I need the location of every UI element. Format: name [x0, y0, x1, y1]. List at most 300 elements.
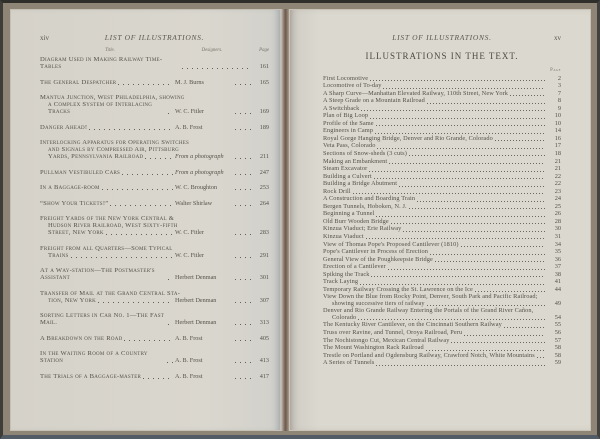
entry-page-number: 264	[259, 199, 269, 207]
illustration-entry	[323, 91, 561, 98]
illustration-entry	[40, 169, 269, 176]
entry-title-line: and Signals by Compressed Air, Pittsburg	[48, 146, 180, 153]
dot-leader	[360, 280, 545, 286]
entry-title: A Series of Tunnels	[323, 359, 375, 367]
dot-leader	[370, 76, 545, 82]
entry-page-number: 38	[554, 270, 561, 278]
illustration-entry	[40, 335, 269, 342]
entry-main-line	[323, 272, 561, 279]
entry-main-line	[323, 106, 561, 113]
dot-leader	[235, 200, 251, 207]
dot-leader	[145, 154, 173, 161]
illustration-entry	[323, 76, 561, 83]
entry-page-number: 9	[557, 104, 561, 112]
binding-gutter	[281, 9, 289, 431]
dot-leader	[106, 230, 173, 237]
dot-leader	[98, 297, 173, 304]
running-head-right: LIST OF ILLUSTRATIONS.	[392, 33, 492, 42]
dot-leader	[430, 250, 545, 256]
dot-leader	[376, 212, 545, 218]
entry-title: Pullman Vestibuled Cars	[40, 168, 121, 176]
entry-page-number: 10	[554, 119, 561, 127]
illustration-entry	[40, 245, 269, 259]
dot-leader	[110, 200, 173, 207]
entry-title: The Mount Washington Rack Railroad	[323, 344, 424, 352]
dot-leader	[409, 151, 545, 157]
illustration-entry	[323, 159, 561, 166]
illustration-entry	[323, 330, 561, 337]
illustration-entry	[323, 151, 561, 158]
dot-leader	[124, 335, 173, 342]
entry-title: The General Despatcher	[40, 78, 117, 86]
dot-leader	[235, 230, 251, 237]
entry-page-number: 417	[259, 372, 269, 380]
entry-designer: A. B. Frost	[175, 372, 203, 380]
illustration-entry	[323, 249, 561, 256]
entry-page-number: 34	[554, 240, 561, 248]
entry-main-line	[323, 204, 561, 211]
entry-title: Danger Ahead!	[40, 123, 88, 131]
entry-title-line: Transfer of Mail at the Grand Central Sta-	[40, 289, 181, 297]
dot-leader	[369, 167, 545, 173]
entry-title: a Complex System of Interlacing Tracks	[48, 101, 153, 115]
entry-main-line	[40, 312, 269, 326]
entry-main-line	[323, 345, 561, 352]
dot-leader	[235, 275, 251, 282]
dot-leader	[510, 91, 545, 97]
entry-page-number: 18	[554, 149, 561, 157]
dot-leader	[374, 174, 545, 180]
illustration-entry	[323, 143, 561, 150]
entry-title: Building a Bridge Abutment	[323, 180, 398, 188]
entry-title: The Kentucky River Cantilever, on the Cincinnati Southern Railway	[323, 321, 502, 329]
entry-title: Diagram Used in Making Railway Time-Tables	[40, 56, 163, 70]
entry-title: Kinzua Viaduct; Erie Railway	[323, 225, 402, 233]
entry-designer: A. B. Frost	[175, 123, 203, 131]
dot-leader	[391, 219, 545, 225]
entry-page-number: 16	[554, 134, 561, 142]
entry-title: A Breakdown on the Road	[40, 334, 123, 342]
entry-page-number: 57	[554, 336, 561, 344]
illustration-entry	[323, 204, 561, 211]
entry-designer: Herbert Denman	[175, 296, 217, 304]
dot-leader	[376, 121, 545, 127]
entry-page-number: 28	[554, 217, 561, 225]
entry-title: Bergen Tunnels, Hoboken, N. J.	[323, 202, 407, 210]
illustration-entry	[40, 200, 269, 207]
entry-page-number: 165	[259, 78, 269, 86]
illustration-entry	[323, 353, 561, 360]
entry-page-number: 14	[554, 127, 561, 135]
entry-title: Street, New York	[48, 229, 104, 236]
entry-title: Spiking the Track	[323, 270, 370, 278]
entry-title: The Trials of a Baggage-master	[40, 372, 142, 380]
entry-designer: A. B. Frost	[175, 334, 203, 342]
illustration-entry	[40, 267, 269, 281]
dot-leader	[71, 252, 173, 259]
dot-leader	[235, 373, 251, 380]
illustration-list-right	[323, 76, 561, 367]
entry-main-line	[323, 287, 561, 294]
entry-title-line: Hudson River Railroad, West Sixty-fifth	[48, 222, 178, 229]
illustration-entry	[323, 136, 561, 143]
entry-main-line	[323, 330, 561, 337]
dot-leader	[427, 99, 545, 105]
illustration-entry	[323, 181, 561, 188]
entry-page-number: 54	[554, 313, 561, 321]
dot-leader	[435, 257, 545, 263]
dot-leader	[366, 234, 545, 240]
entry-main-line	[323, 113, 561, 120]
entry-page-number: 22	[554, 172, 561, 180]
entry-designer: Herbert Denman	[175, 274, 217, 281]
entry-designer: W. C. Fitler	[175, 251, 204, 259]
illustration-list-left	[40, 56, 269, 380]
illustration-entry	[323, 287, 561, 294]
entry-title: Royal Gorge Hanging Bridge, Denver and Rio Grande, Colorado	[323, 134, 493, 142]
entry-main-line	[323, 151, 561, 158]
entry-main-line	[40, 335, 269, 342]
entry-page-number: 37	[554, 263, 561, 271]
dot-leader	[89, 124, 173, 131]
entry-title: View of Thomas Pope's Proposed Cantilever (1810)	[323, 240, 459, 248]
entry-page-number: 23	[554, 187, 561, 195]
section-title: ILLUSTRATIONS IN THE TEXT.	[365, 51, 519, 61]
dot-leader	[168, 109, 174, 116]
entry-title: In a Baggage-room	[40, 184, 100, 191]
dot-leader	[495, 136, 545, 142]
entry-main-line	[323, 322, 561, 329]
entry-main-line	[323, 242, 561, 249]
illustration-entry	[323, 113, 561, 120]
entry-page-number: 301	[259, 274, 269, 281]
entry-main-line	[323, 249, 561, 256]
illustration-entry	[323, 189, 561, 196]
dot-leader	[143, 373, 173, 380]
illustration-entry	[323, 234, 561, 241]
illustration-entry	[40, 312, 269, 326]
entry-page-number: 35	[554, 248, 561, 256]
dot-leader	[235, 154, 251, 161]
illustration-entry	[323, 166, 561, 173]
illustration-entry	[40, 139, 269, 160]
dot-leader	[235, 109, 251, 116]
illustration-entry	[40, 184, 269, 191]
dot-leader	[383, 84, 545, 90]
dot-leader	[371, 272, 545, 278]
entry-main-line	[40, 297, 269, 304]
entry-page-number: 169	[259, 108, 269, 115]
entry-title: Yards, Pennsylvania Railroad	[48, 153, 144, 160]
entry-main-line	[40, 252, 269, 259]
entry-title: Plan of Big Loop	[323, 112, 369, 120]
entry-page-number: 283	[259, 229, 269, 236]
entry-title: Truss over Ravine, and Tunnel, Oroya Railroad, Peru	[323, 329, 463, 336]
illustration-entry	[323, 294, 561, 307]
entry-main-line	[323, 181, 561, 188]
illustration-entry	[40, 79, 269, 86]
dot-leader	[235, 124, 251, 131]
dot-leader	[504, 323, 545, 329]
entry-main-line	[40, 350, 269, 364]
entry-title: Steam Excavator	[323, 165, 368, 173]
illustration-entry	[40, 124, 269, 131]
dot-leader	[235, 297, 251, 304]
dot-leader	[417, 197, 545, 203]
dot-leader	[370, 114, 545, 120]
entry-main-line	[323, 189, 561, 196]
entry-page-number: 405	[259, 334, 269, 342]
entry-title: Old Burr Wooden Bridge	[323, 217, 389, 225]
entry-page-number: 211	[259, 153, 269, 160]
entry-main-line	[323, 234, 561, 241]
dot-leader	[182, 64, 251, 71]
illustration-entry	[323, 242, 561, 249]
entry-title: In the Waiting Room of a Country Station	[40, 350, 148, 364]
illustration-entry	[323, 219, 561, 226]
entry-page-number: 22	[554, 180, 561, 188]
illustration-entry	[323, 279, 561, 286]
entry-title: At a Way-station—The Postmaster's Assistant	[40, 267, 155, 281]
entry-title: A Sharp Curve—Manhattan Elevated Railway, 110th Street, New York	[323, 89, 509, 97]
entry-page-number: 3	[557, 82, 561, 90]
dot-leader	[118, 79, 173, 86]
illustration-entry	[323, 264, 561, 271]
left-page	[10, 9, 281, 431]
entry-page-number: 161	[259, 63, 269, 70]
dot-leader	[361, 106, 545, 112]
illustration-entry	[323, 257, 561, 264]
entry-title: Beginning a Tunnel	[323, 210, 375, 218]
entry-main-line	[323, 301, 561, 308]
entry-designer: From a photograph	[175, 168, 224, 176]
illustration-entry	[323, 196, 561, 203]
illustration-entry	[40, 290, 269, 304]
illustration-entry	[323, 211, 561, 218]
entry-title: Trestle on Portland and Ogdensburg Railway, Crawford Notch, White Mountains	[323, 351, 535, 359]
entry-main-line	[40, 124, 269, 131]
entry-title: Making an Embankment	[323, 157, 388, 165]
illustration-entry	[40, 373, 269, 380]
entry-main-line	[40, 200, 269, 207]
entry-title: Kinzua Viaduct	[323, 232, 364, 240]
entry-page-number: 7	[557, 89, 561, 97]
entry-title: Building a Culvert	[323, 172, 372, 180]
entry-page-number: 36	[554, 255, 561, 263]
entry-main-line	[323, 353, 561, 360]
entry-title-line: Denver and Rio Grande Railway Entering the Portals of the Grand River Cañon,	[323, 307, 534, 315]
illustration-entry	[323, 345, 561, 352]
entry-page-number: 41	[554, 278, 561, 286]
entry-page-number: 31	[554, 232, 561, 240]
entry-main-line	[40, 229, 269, 236]
column-header-designer: Designers.	[201, 48, 223, 53]
entry-main-line	[323, 196, 561, 203]
entry-title: Locomotive of To-day	[323, 82, 382, 90]
entry-title: A Construction and Boarding Train	[323, 195, 416, 203]
entry-title-line: Mantua Junction, West Philadelphia, showing	[40, 94, 185, 101]
entry-main-line	[40, 267, 269, 281]
entry-title: “Show Your Tickets!”	[40, 199, 109, 207]
folio-left: xiv	[40, 34, 49, 42]
illustration-entry	[323, 98, 561, 105]
entry-title: showing successive tiers of railway	[332, 299, 425, 307]
entry-main-line	[40, 79, 269, 86]
entry-page-number: 10	[554, 112, 561, 120]
entry-page-number: 26	[554, 210, 561, 218]
dot-leader	[461, 242, 545, 248]
entry-page-number: 307	[259, 296, 269, 304]
folio-right: xv	[554, 34, 561, 42]
entry-page-number: 21	[554, 157, 561, 165]
entry-page-number: 30	[554, 225, 561, 233]
entry-page-number: 413	[259, 357, 269, 364]
entry-main-line	[40, 56, 269, 70]
dot-leader	[235, 252, 251, 259]
dot-leader	[537, 353, 545, 359]
dot-leader	[102, 185, 173, 192]
entry-main-line	[40, 373, 269, 380]
entry-page-number: 58	[554, 351, 561, 359]
left-running-head-row	[40, 33, 269, 42]
entry-main-line	[323, 128, 561, 135]
illustration-entry	[40, 350, 269, 364]
illustration-entry	[323, 106, 561, 113]
entry-designer: Herbert Denman	[175, 319, 217, 326]
dot-leader	[464, 331, 545, 337]
dot-leader	[235, 169, 251, 176]
page-column-label: Page	[550, 68, 561, 73]
entry-title: Pope's Cantilever in Process of Erection	[323, 248, 428, 256]
entry-page-number: 247	[259, 168, 269, 176]
entry-main-line	[323, 211, 561, 218]
entry-title: Sorting Letters in Car No. 1—The Fast Mail.	[40, 312, 165, 326]
entry-title-line: Freight Yards of the New York Central &	[40, 215, 175, 222]
entry-main-line	[323, 174, 561, 181]
dot-leader	[168, 275, 173, 282]
dot-leader	[122, 169, 173, 176]
entry-title: Rock Drill	[323, 187, 351, 195]
dot-leader	[403, 227, 545, 233]
dot-leader	[409, 204, 545, 210]
entry-title: A Switchback	[323, 104, 360, 112]
entry-main-line	[40, 101, 269, 115]
entry-main-line	[323, 136, 561, 143]
dot-leader	[168, 320, 173, 327]
illustration-entry	[323, 226, 561, 233]
entry-page-number: 44	[554, 285, 561, 293]
entry-page-number: 49	[554, 299, 561, 307]
dot-leader	[376, 361, 545, 367]
entry-title-line: Interlocking Apparatus for Operating Switches	[40, 139, 190, 146]
illustration-entry	[40, 56, 269, 70]
entry-page-number: 313	[259, 319, 269, 326]
entry-title-line: Freight from all Quarters—Some Typical	[40, 244, 173, 252]
entry-title: General View of the Poughkeepsie Bridge	[323, 255, 433, 263]
entry-main-line	[323, 91, 561, 98]
dot-leader	[388, 265, 545, 271]
entry-main-line	[323, 226, 561, 233]
entry-title: Erection of a Cantilever	[323, 263, 386, 271]
dot-leader	[426, 346, 545, 352]
illustration-entry	[40, 215, 269, 236]
entry-main-line	[323, 257, 561, 264]
entry-page-number: 253	[259, 184, 269, 191]
entry-title: tion, New York	[48, 296, 96, 304]
illustration-entry	[40, 94, 269, 115]
entry-designer: Walter Shirlaw	[175, 199, 213, 207]
entry-title: Engineers in Camp	[323, 127, 373, 135]
entry-title: Profile of the Same	[323, 119, 374, 127]
entry-main-line	[40, 184, 269, 191]
entry-title: Veta Pass, Colorado	[323, 142, 376, 150]
illustration-entry	[323, 128, 561, 135]
column-header-title: Title.	[105, 48, 115, 53]
right-running-head-row	[323, 33, 561, 42]
entry-title: A Steep Grade on a Mountain Railroad	[323, 97, 425, 105]
dot-leader	[235, 320, 251, 327]
entry-designer: A. B. Frost	[175, 357, 203, 364]
illustration-entry	[323, 272, 561, 279]
entry-main-line	[40, 169, 269, 176]
entry-title-line: View Down the Blue from Rocky Point, Denver, South Park and Pacific Railroad;	[323, 293, 538, 301]
entry-page-number: 8	[557, 97, 561, 105]
column-header-page: Page	[259, 48, 269, 53]
illustration-entry	[323, 338, 561, 345]
entry-title: Colorado	[332, 313, 357, 321]
entry-page-number: 58	[554, 344, 561, 352]
entry-designer: From a photograph	[175, 153, 224, 160]
right-page	[289, 9, 591, 431]
entry-page-number: 56	[554, 329, 561, 336]
entry-title: Trains	[48, 251, 69, 259]
entry-main-line	[323, 159, 561, 166]
dot-leader	[235, 79, 251, 86]
dot-leader	[451, 338, 545, 344]
entry-main-line	[323, 279, 561, 286]
entry-designer: M. J. Burns	[175, 78, 204, 86]
illustration-entry	[323, 174, 561, 181]
entry-page-number: 2	[557, 74, 561, 82]
left-column-headers	[40, 48, 269, 53]
dot-leader	[167, 358, 173, 365]
running-head-left: LIST OF ILLUSTRATIONS.	[104, 33, 205, 42]
entry-page-number: 55	[554, 321, 561, 329]
entry-main-line	[323, 338, 561, 345]
entry-page-number: 25	[554, 202, 561, 210]
entry-main-line	[323, 219, 561, 226]
dot-leader	[235, 335, 251, 342]
entry-main-line	[323, 360, 561, 367]
entry-page-number: 189	[259, 123, 269, 131]
illustration-entry	[323, 121, 561, 128]
entry-page-number: 291	[259, 251, 269, 259]
entry-designer: W. C. Fitler	[175, 108, 204, 115]
illustration-entry	[323, 308, 561, 321]
entry-main-line	[323, 264, 561, 271]
entry-page-number: 59	[554, 359, 561, 367]
entry-main-line	[323, 83, 561, 90]
entry-page-number: 17	[554, 142, 561, 150]
entry-title: First Locomotive	[323, 74, 369, 82]
entry-title: The Nochistongo Cut, Mexican Central Railway	[323, 336, 450, 344]
dot-leader	[399, 182, 545, 188]
dot-leader	[235, 358, 251, 365]
illustration-entry	[323, 322, 561, 329]
entry-title: Temporary Railway Crossing the St. Lawrence on the Ice	[323, 285, 473, 293]
entry-main-line	[323, 76, 561, 83]
illustration-entry	[323, 83, 561, 90]
